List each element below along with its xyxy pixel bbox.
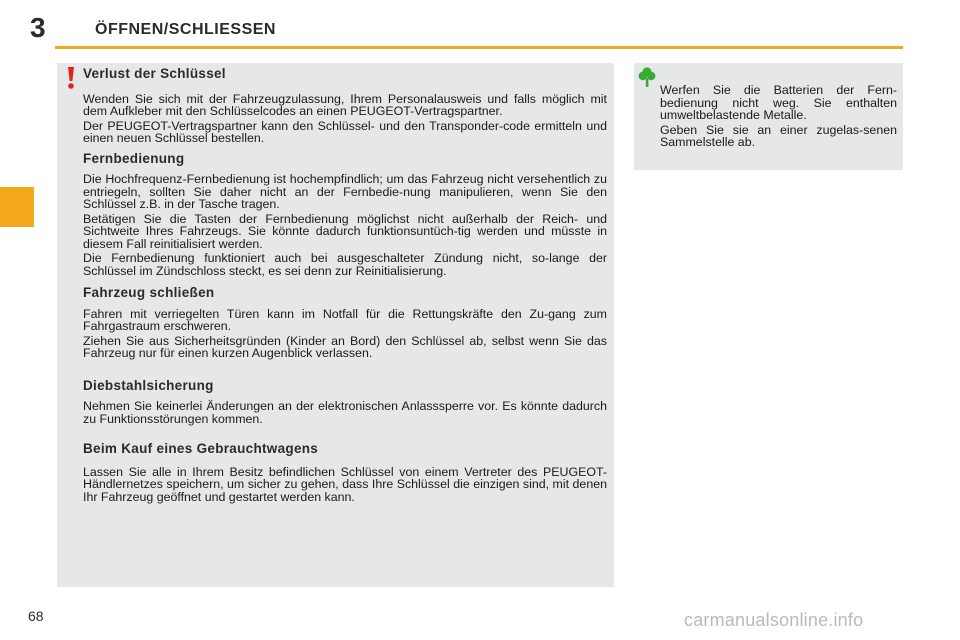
paragraph: Nehmen Sie keinerlei Änderungen an der elektronischen Anlasssperre vor. Es könnte dadurch zu Funktionsstörungen kommen. [83, 399, 607, 426]
main-content [83, 68, 607, 503]
paragraph: Der PEUGEOT-Vertragspartner kann den Schlüssel- und den Transponder-code ermitteln und einen neuen Schlüssel bestellen. [83, 118, 607, 145]
header-rule [55, 46, 903, 49]
paragraph: Geben Sie sie an einer zugelas-senen Sammelstelle ab. [660, 122, 897, 149]
warning-exclamation-icon [64, 66, 78, 90]
paragraph: Betätigen Sie die Tasten der Fernbedienung möglichst nicht außerhalb der Reich- und Sichtweite Ihres Fahrzeugs. Sie könnte dadurch funktionsuntüch-tig werden und müsste in diesem Fall reinitialisiert werden. [83, 211, 607, 251]
watermark: carmanualsonline.info [684, 610, 864, 630]
paragraph: Werfen Sie die Batterien der Fern-bedienung nicht weg. Sie enthalten umweltbelastende Metalle. [660, 83, 897, 122]
heading-lost-keys: Verlust der Schlüssel [83, 66, 226, 81]
paragraph: Wenden Sie sich mit der Fahrzeugzulassung, Ihrem Personalausweis und falls möglich mit dem Aufkleber mit den Schlüsselcodes an einen PEUGEOT-Vertragspartner. [83, 91, 607, 118]
page-number: 68 [28, 608, 44, 624]
paragraph: Ziehen Sie aus Sicherheitsgründen (Kinder an Bord) den Schlüssel ab, selbst wenn Sie das Fahrzeug nur für einen kurzen Augenblick verlassen. [83, 333, 607, 360]
chapter-side-tab [0, 187, 34, 227]
chapter-title: ÖFFNEN/SCHLIESSEN [95, 21, 276, 38]
heading-anti-theft: Diebstahlsicherung [83, 377, 214, 393]
heading-used-car-purchase: Beim Kauf eines Gebrauchtwagens [83, 441, 319, 456]
eco-info-content [660, 84, 897, 149]
paragraph: Die Fernbedienung funktioniert auch bei ausgeschalteter Zündung nicht, so-lange der Schlüssel im Zündschloss steckt, es sei denn zur Reinitialisierung. [83, 251, 607, 278]
heading-remote-control: Fernbedienung [83, 150, 185, 166]
paragraph: Fahren mit verriegelten Türen kann im Notfall für die Rettungskräfte den Zu-gang zum Fahrgastraum erschweren. [83, 306, 607, 333]
eco-tree-icon [638, 66, 656, 88]
heading-locking-vehicle: Fahrzeug schließen [83, 285, 215, 300]
chapter-number: 3 [30, 12, 46, 43]
paragraph: Die Hochfrequenz-Fernbedienung ist hochempfindlich; um das Fahrzeug nicht versehentlich zu entriegeln, sollten Sie daher nicht an der Fernbedie-nung manipulieren, wenn Sie den Schlüssel z.B. in der Tasche tragen. [83, 172, 607, 211]
paragraph: Lassen Sie alle in Ihrem Besitz befindlichen Schlüssel von einem Vertreter des PEUGEOT-Händlernetzes speichern, um sicher zu gehen, dass Ihre Schlüssel die einzigen sind, mit denen Ihr Fahrzeug geöffnet und gestartet werden kann. [83, 464, 607, 504]
